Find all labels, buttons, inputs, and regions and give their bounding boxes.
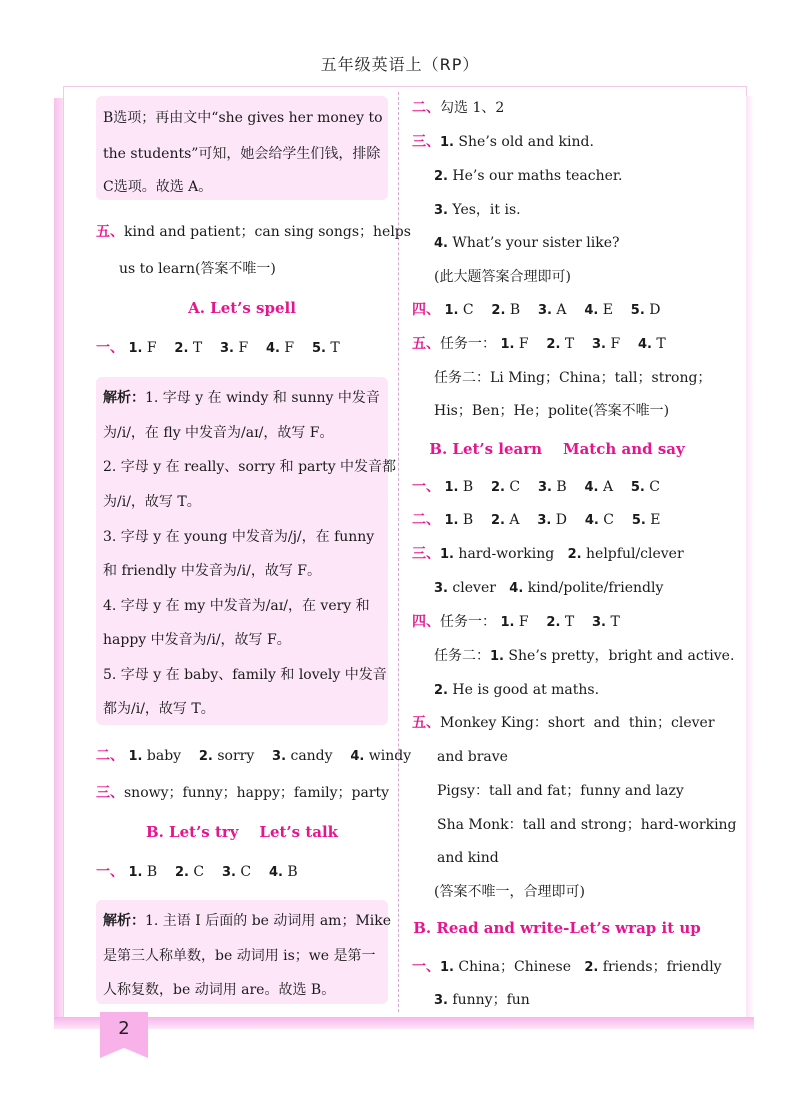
bottom-decor-band [54, 1017, 754, 1029]
answer-item: 5. D [630, 302, 661, 318]
spell-q3-mark: 三、 [96, 785, 124, 801]
box3-label: 解析： [103, 913, 145, 929]
spell-q2-answers [96, 746, 411, 767]
answer-item: 4. E [584, 302, 613, 318]
answer-item: 3. B [537, 479, 567, 495]
answer-item: 2. T [546, 336, 575, 352]
r-q3-line-2: 2. He’s our maths teacher. [434, 168, 623, 184]
box3-line-1: 解析：1. 主语 I 后面的 be 动词用 am；Mike [103, 913, 392, 929]
answer-item: 1. B [444, 479, 474, 495]
q5-line-1: kind and patient；can sing songs；helps [124, 224, 411, 240]
box3-line-2: 是第三人称单数，be 动词用 is；we 是第一 [103, 948, 376, 964]
answer-item: 2. C [491, 479, 521, 495]
page-header: 五年级英语上（RP） [320, 55, 480, 74]
answer-item: 5. E [631, 512, 661, 528]
r-l5-line-2: and brave [437, 749, 508, 765]
r-l4-task1: 四、任务一： 1. F 2. T 3. T [412, 614, 620, 630]
box1-line-3: C选项。故选 A。 [103, 179, 213, 195]
box2-line-4: 为/i/，故写 T。 [103, 494, 201, 510]
r-r1-line-1: 一、1. China；Chinese 2. friends；friendly [412, 959, 722, 975]
r-q3-note: (此大题答案合理即可) [434, 269, 571, 285]
section-title-spell: A. Let’s spell [188, 299, 296, 317]
try-q1-mark: 一、 [96, 864, 124, 880]
r-l5-line-5: and kind [437, 850, 499, 866]
box2-line-5: 3. 字母 y 在 young 中发音为/j/，在 funny [103, 529, 375, 545]
box1-line-2: the students”可知，她会给学生们钱，排除 [103, 146, 381, 162]
box2-line-10: 都为/i/，故写 T。 [103, 701, 215, 717]
r-q3-line-4: 4. What’s your sister like? [434, 235, 620, 251]
r-l5-line-4: Sha Monk：tall and strong；hard-working [437, 817, 737, 833]
page-number: 2 [118, 1018, 130, 1039]
r-q3-line-1: 三、1. She’s old and kind. [412, 134, 594, 150]
answer-item: 1. B [444, 512, 474, 528]
r-l2-answers: 二、 1. B 2. A 3. D 4. C 5. E [412, 512, 661, 528]
right-shadow [746, 96, 754, 1017]
answer-item: 2. sorry [198, 748, 255, 764]
box2-line-8: happy 中发音为/i/，故写 F。 [103, 632, 291, 648]
r-l3-line-2: 3. clever 4. kind/polite/friendly [434, 580, 664, 596]
answer-item: 2. T [174, 340, 203, 356]
spell-q1-answers [96, 338, 340, 359]
r-l1-answers: 一、 1. B 2. C 3. B 4. A 5. C [412, 479, 661, 495]
box1-line-1: B选项；再由文中“she gives her money to [103, 110, 383, 126]
r-l5-line-3: Pigsy：tall and fat；funny and lazy [437, 783, 684, 799]
box2-line-1: 解析：1. 字母 y 在 windy 和 sunny 中发音 [103, 390, 380, 406]
r-l5-line-1: 五、Monkey King：short and thin；clever [412, 715, 715, 731]
r-q5-task1: 五、任务一： 1. F 2. T 3. F 4. T [412, 336, 666, 352]
answer-item: 2. C [175, 864, 205, 880]
answer-item: 4. A [584, 479, 614, 495]
q5-line-2: us to learn(答案不唯一) [119, 261, 276, 277]
answer-item: 3. F [592, 336, 621, 352]
answer-item: 4. windy [350, 748, 412, 764]
answer-item: 3. candy [272, 748, 333, 764]
r-q3-line-3: 3. Yes，it is. [434, 202, 521, 218]
r-r1-line-2: 3. funny；fun [434, 992, 530, 1008]
answer-item: 3. F [220, 340, 249, 356]
section-title-try-talk: B. Let’s try Let’s talk [145, 823, 339, 841]
answer-item: 3. A [537, 302, 567, 318]
spell-q3-answers: 三、snowy；funny；happy；family；party [96, 785, 390, 801]
r-l4-task2-line-2: 2. He is good at maths. [434, 682, 600, 698]
box2-line-3: 2. 字母 y 在 really、sorry 和 party 中发音都 [103, 459, 397, 475]
answer-item: 4. T [637, 336, 666, 352]
r-q4-answers: 四、 1. C 2. B 3. A 4. E 5. D [412, 302, 661, 318]
answer-item: 5. C [630, 479, 661, 495]
answer-item: 2. B [491, 302, 521, 318]
box2-line-9: 5. 字母 y 在 baby、family 和 lovely 中发音 [103, 667, 387, 683]
answer-item: 1. F [500, 336, 529, 352]
answer-item: 4. B [268, 864, 298, 880]
r-l5-line-6: (答案不唯一，合理即可) [434, 884, 585, 900]
answer-item: 3. D [537, 512, 568, 528]
box2-line-2: 为/i/，在 fly 中发音为/aɪ/，故写 F。 [103, 425, 334, 441]
section-title-read-write: B. Read and write-Let’s wrap it up [413, 919, 701, 937]
answer-item: 1. C [444, 302, 474, 318]
section-title-learn: B. Let’s learn Match and say [429, 440, 685, 458]
r-l3-line-1: 三、1. hard-working 2. helpful/clever [412, 546, 684, 562]
answer-item: 4. C [584, 512, 614, 528]
box2-line-6: 和 friendly 中发音为/i/，故写 F。 [103, 563, 321, 579]
r-q5-task2-line-2: His；Ben；He；polite(答案不唯一) [434, 403, 670, 419]
spell-q2-mark: 二、 [96, 748, 124, 764]
answer-item: 5. T [311, 340, 340, 356]
spell-q1-mark: 一、 [96, 340, 124, 356]
left-decor-band [54, 98, 64, 1018]
answer-item: 1. B [128, 864, 158, 880]
box2-line-7: 4. 字母 y 在 my 中发音为/aɪ/，在 very 和 [103, 598, 370, 614]
box3-line-3: 人称复数，be 动词用 are。故选 B。 [103, 982, 336, 998]
try-q1-answers [96, 862, 298, 883]
r-q5-task2-line-1: 任务二：Li Ming；China；tall；strong； [434, 370, 712, 386]
answer-item: 2. A [491, 512, 520, 528]
q5-mark: 五、 [96, 224, 124, 240]
box2-label: 解析： [103, 390, 145, 406]
answer-item: 1. baby [128, 748, 182, 764]
answer-item: 3. C [221, 864, 252, 880]
answer-item: 1. F [128, 340, 157, 356]
r-l4-task2-line-1: 任务二：1. She’s pretty，bright and active. [434, 648, 735, 664]
answer-item: 4. F [265, 340, 295, 356]
q5-answer [96, 222, 411, 242]
r-q2-answer: 二、勾选 1、2 [412, 100, 505, 116]
